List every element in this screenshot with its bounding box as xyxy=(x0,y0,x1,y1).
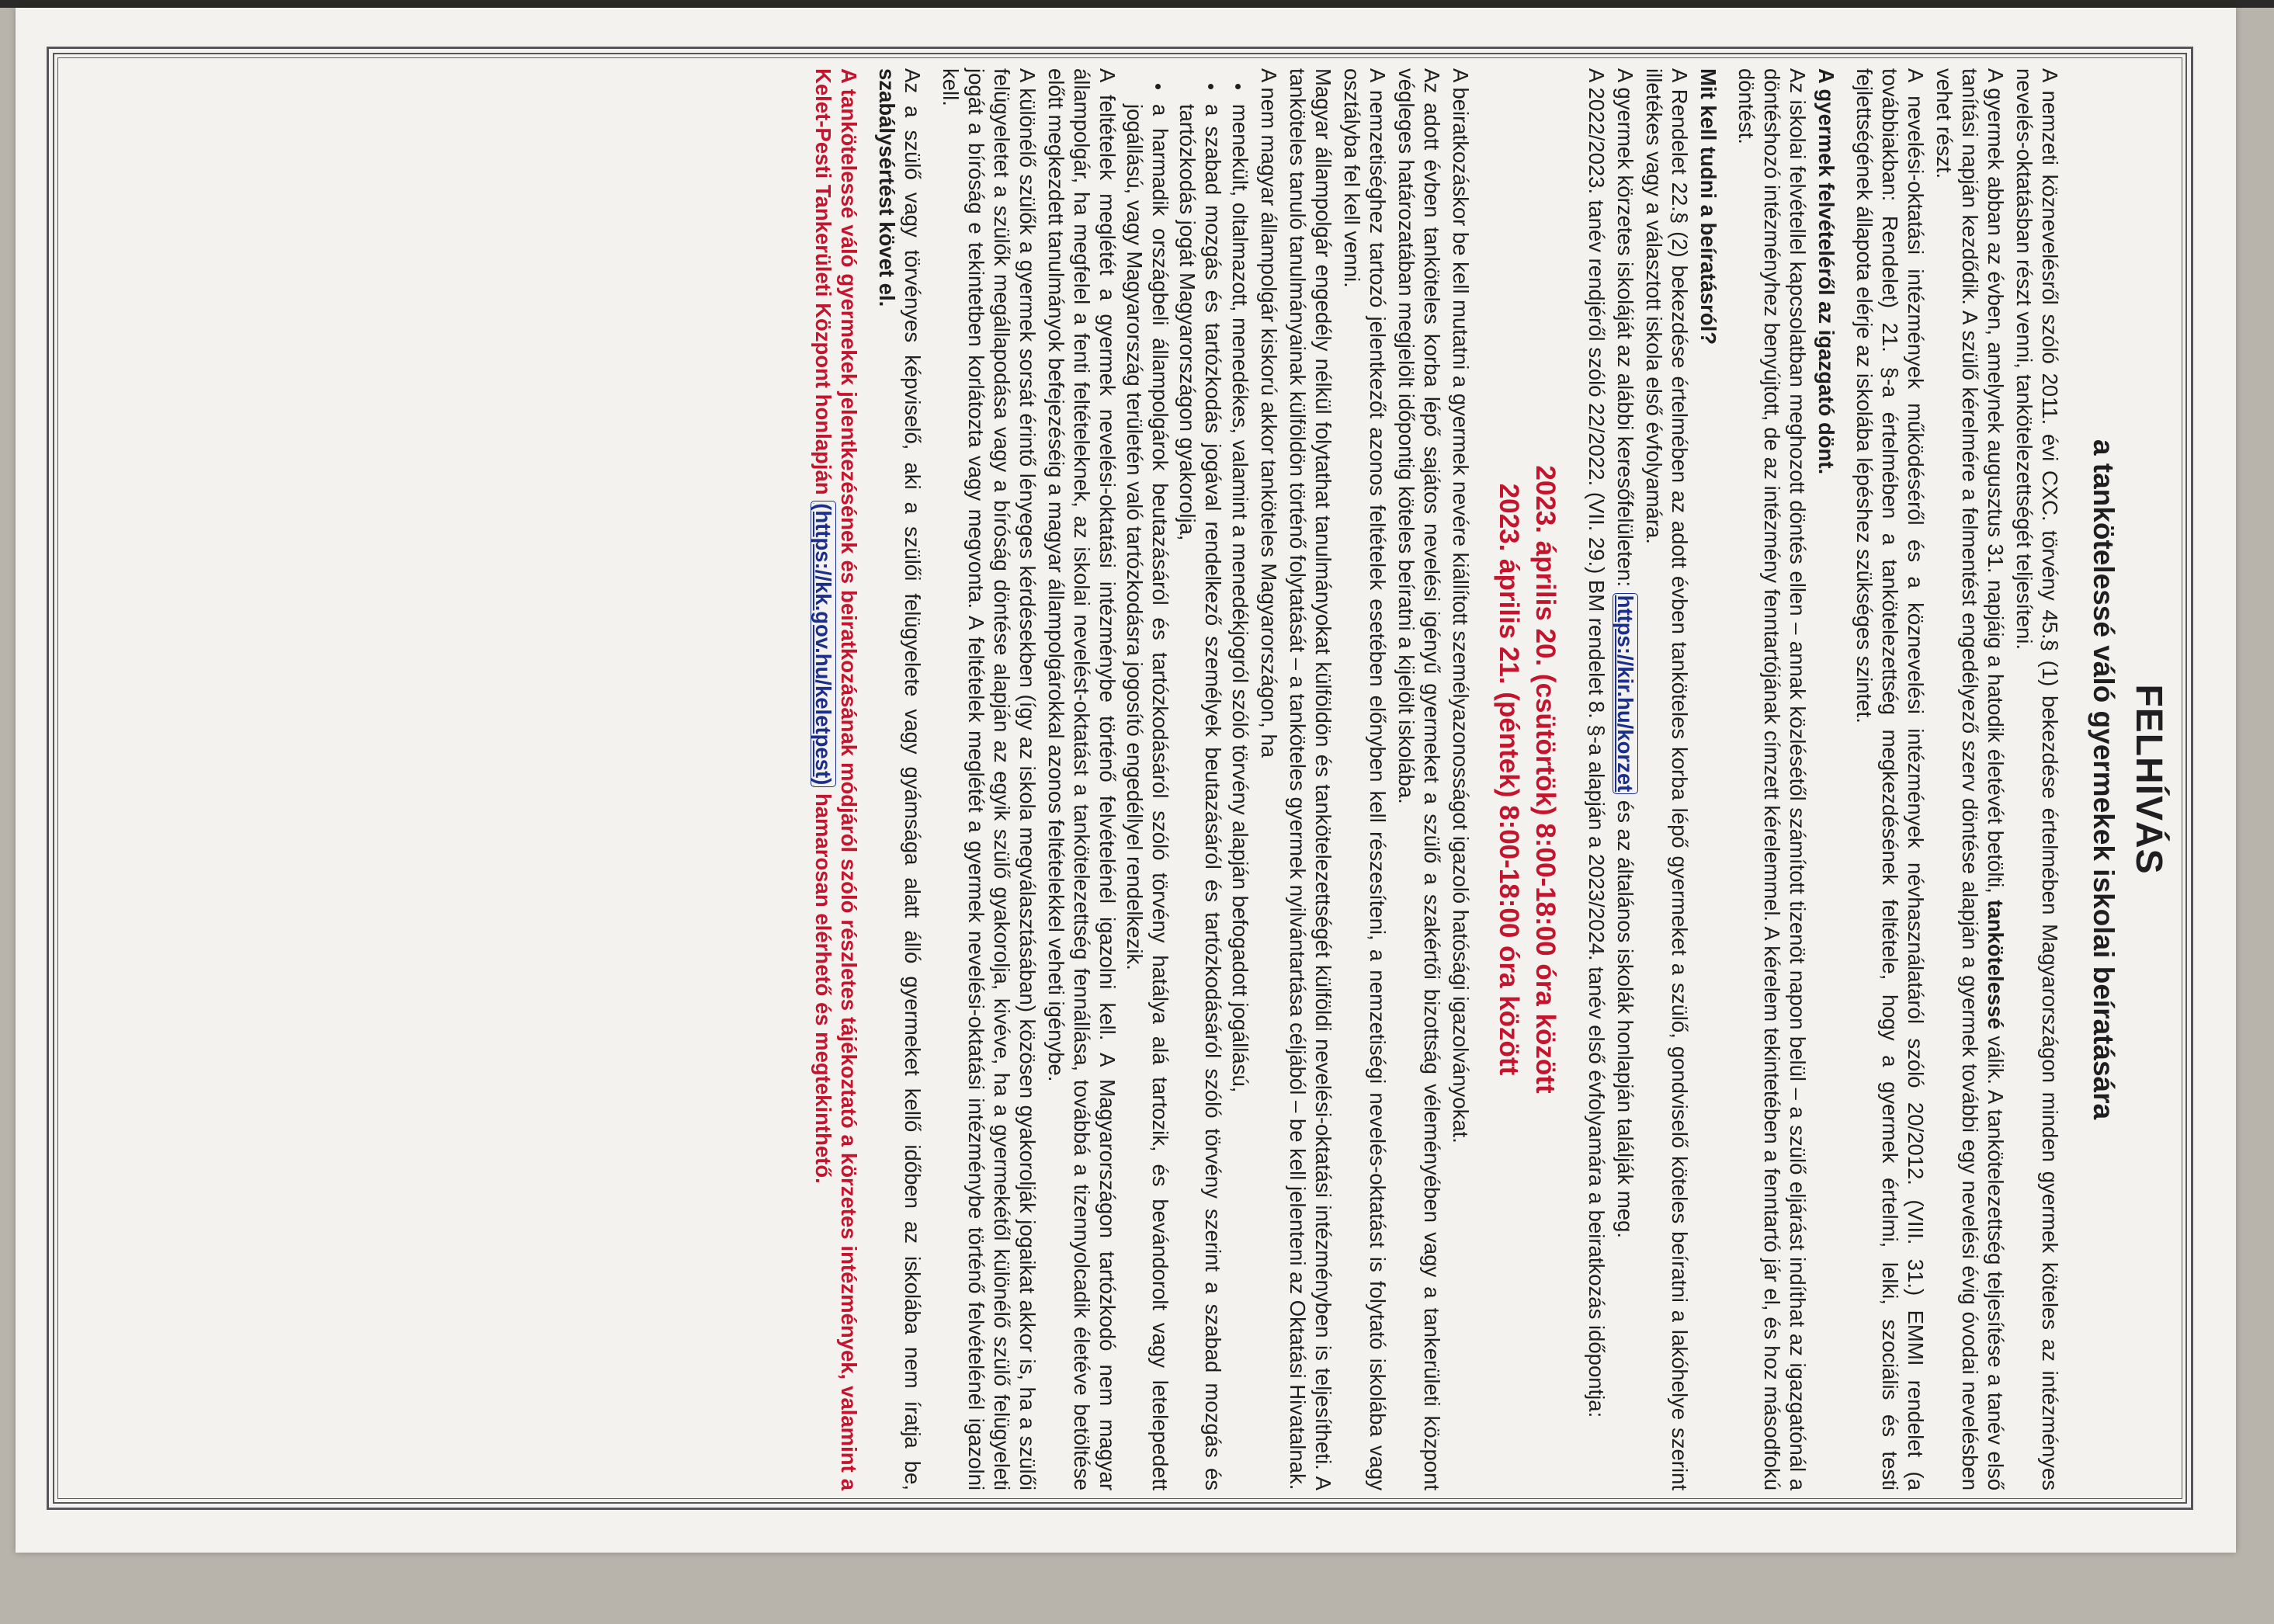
enrolment-date-1: 2023. április 20. (csütörtök) 8:00-18:00 óra között xyxy=(1530,465,1561,1094)
paragraph-compulsory-education: A nemzeti köznevelésről szóló 2011. évi CXC. törvény 45.§ (1) bekezdése értelmében Magyarországon minden gyermek köteles az intézményes nevelés-oktatásban részt venni, tankötelezettségét teljesíteni. xyxy=(2012,68,2062,1490)
paragraph-district-school: A gyermek körzetes iskoláját az alábbi keresőfelületen: https://kir.hu/korzet és az általános iskolák honlapján találják meg. xyxy=(1613,68,1637,1239)
paragraph-separated-parents: A különélő szülők a gyermek sorsát érintő lényeges kérdésekben (így az iskola megválasztásában) közösen gyakorolják jogaikat akkor is, ha a szülői felügyeletet a szülők megállapodása vagy a bíróság döntése alapján az egyik szülő gyakorolja, kivéve, ha a gyermekétől különélő szülő felügyeleti jogát a bíróság e tekintetben korlátozta vagy megvonta. A feltételek meglétét a gyermek nevelési-oktatási intézménybe történő felvételénél igazolni kell. xyxy=(939,68,1040,1490)
list-item: • a harmadik országbeli állampolgárok beutazásáról és tartózkodásáról szóló törvény hatálya alá tartozik, és bevándorolt vagy letelepedett jogállású, vagy Magyarország területén való tartózkodásra jogosító engedéllyel rendelkezik. xyxy=(1122,99,1173,1490)
list-item: • a szabad mozgás és tartózkodás jogával rendelkező személyek beutazásáról és tartózkodásáról szóló törvény szerint a szabad mozgás és tartózkodás jogát Magyarországon gyakorolja, xyxy=(1175,99,1226,1490)
paragraph-id-documents: A beiratkozáskor be kell mutatni a gyermek nevére kiállított személyazonosságot igazoló hatósági igazolványokat. xyxy=(1449,68,1473,1143)
foreign-citizen-conditions xyxy=(1122,68,1253,1490)
paragraph-appeal: Az iskolai felvétellel kapcsolatban meghozott döntés ellen – annak közlésétől számított tizenöt napon belül – a szülő eljárást indíthat az igazgatónál a döntéshozó intézményhez benyújtott, de az intézmény fenntartójának címzett kérelemmel. A kérelem tekintetében a fenntartó jár el, és hoz másodfokú döntést. xyxy=(1734,68,1810,1490)
paragraph-foreign-citizens: A nem magyar állampolgár kiskorú akkor tanköteles Magyarországon, ha xyxy=(1257,68,1281,758)
paragraph-enrolment-duty: A Rendelet 22.§ (2) bekezdése értelmében az adott évben tanköteles korba lépő gyermeket a szülő, gondviselő köteles beíratni a lakóhelye szerint illetékes vagy a választott iskola első évfolyamára. xyxy=(1642,68,1692,1490)
document-title: FELHÍVÁS xyxy=(2128,684,2169,875)
heading-what-to-know: Mit kell tudni a beíratásról? xyxy=(1696,68,1720,345)
list-item: • menekült, oltalmazott, menedékes, valamint a menedékjogról szóló törvény alapján befogadott jogállású, xyxy=(1227,99,1253,1490)
paragraph-nationality: A nemzetiséghez tartozó jelentkezőt azonos feltételek esetében előnyben kell részesíteni, a nemzetiségi nevelés-oktatást is folytató iskolába vagy osztályba fel kell venni. xyxy=(1340,68,1390,1490)
notice-sheet xyxy=(16,8,2236,1553)
paragraph-offence: Az a szülő vagy törvényes képviselő, aki a szülői felügyelete vagy gyámsága alatt álló gyermeket kellő időben az iskolába nem íratja be, szabálysértést követ el. xyxy=(875,68,925,1490)
notice-content xyxy=(62,68,2174,1490)
document-subtitle: a tankötelessé váló gyermekek iskolai beíratására xyxy=(2088,439,2120,1120)
keletpest-link[interactable]: (https://kk.gov.hu/keletpest) xyxy=(811,501,836,787)
paragraph-detailed-info: A tankötelessé váló gyermekek jelentkezésének és beiratkozásának módjáról szóló részletes tájékoztató a körzetes intézmények, valamint a Kelet-Pesti Tankerületi Központ honlapján (https://kk.gov.hu/keletpest) hamarosan elérhető és megtekinthető. xyxy=(811,68,861,1490)
paragraph-regulation: A nevelési-oktatási intézmények működéséről és a köznevelési intézmények névhasználatáról szóló 20/2012. (VIII. 31.) EMMI rendelet (a továbbiakban: Rendelet) 21. §-a értelmében a tankötelezettség megkezdésének feltétele, hogy a gyermek értelmi, lelki, szociális és testi fejlettségének állapota elérje az iskolába lépéshez szükséges szintet. xyxy=(1852,68,1928,1490)
paragraph-special-needs: Az adott évben tanköteles korba lépő sajátos nevelési igényű gyermeket a szülő a szakértői bizottság véleményében vagy a tankerületi központ végleges határozatában megjelölt időpontig köteles beíratni a kijelölt iskolába. xyxy=(1394,68,1444,1490)
heading-principal-decides: A gyermek felvételéről az igazgató dönt. xyxy=(1814,68,1838,475)
paragraph-school-age: A gyermek abban az évben, amelynek augusztus 31. napjáig a hatodik életévét betölti, tankötelessé válik. A tankötelezettség teljesítése a tanév első tanítási napján kezdődik. A szülő kérelmére a felmentést engedélyező szerv döntése alapján a gyermek további egy nevelési évig óvodai nevelésben vehet részt. xyxy=(1932,68,2008,1490)
kir-korzet-link[interactable]: https://kir.hu/korzet xyxy=(1613,593,1638,795)
background-edge xyxy=(0,0,2274,8)
enrolment-date-2: 2023. április 21. (péntek) 8:00-18:00 óra között xyxy=(1494,483,1524,1076)
paragraph-abroad: Magyar állampolgár engedély nélkül folytathat tanulmányokat külföldön és tankötelezettségét külföldi nevelési-oktatási intézményben is teljesítheti. A tanköteles tanuló tanulmányainak külföldön történő folytatását – a tanköteles gyermek nyilvántartása céljából – be kell jelenteni az Oktatási Hivatalnak. xyxy=(1286,68,1335,1490)
paragraph-conditions-proof: A feltételek meglétét a gyermek nevelési-oktatási intézménybe történő felvételénél igazolni kell. A Magyarországon tartózkodó nem magyar állampolgár, ha megfelel a fenti feltételeknek, az iskolai nevelést-oktatást a tankötelezettség fennállása, továbbá a tizennyolcadik életéve betöltése előtt megkezdett tanulmányok befejezéséig a magyar állampolgárokkal azonos feltételekkel veheti igénybe. xyxy=(1044,68,1120,1490)
paragraph-enrolment-dates-intro: A 2022/2023. tanév rendjéről szóló 22/2022. (VII. 29.) BM rendelet 8. §-a alapján a 2023/2024. tanév első évfolyamára a beiratkozás időpontja: xyxy=(1585,68,1609,1418)
